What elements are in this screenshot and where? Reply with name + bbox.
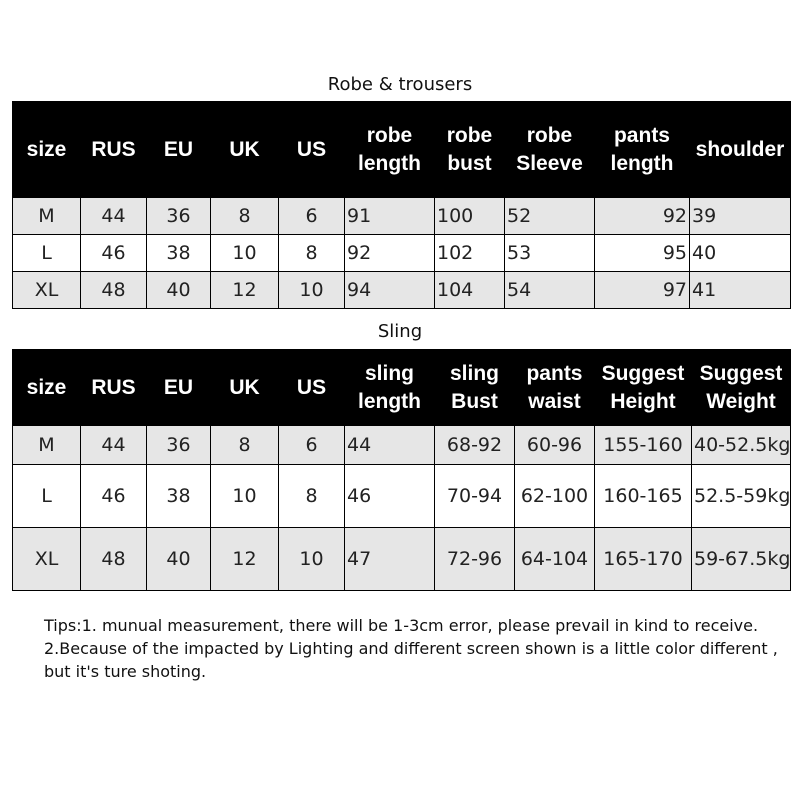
cell-pants-waist: 60-96 (515, 426, 595, 465)
cell-uk: 8 (211, 426, 279, 465)
robe-trousers-size-table (12, 101, 791, 309)
header-robe-bust: robe bust (435, 102, 505, 198)
cell-eu: 38 (147, 465, 211, 528)
cell-uk: 12 (211, 528, 279, 591)
cell-robe-length: 91 (345, 198, 435, 235)
cell-sling-length: 44 (345, 426, 435, 465)
cell-robe-length: 94 (345, 272, 435, 309)
cell-sling-bust: 70-94 (435, 465, 515, 528)
cell-eu: 40 (147, 528, 211, 591)
cell-us: 8 (279, 465, 345, 528)
table-row (13, 272, 791, 309)
cell-suggest-weight: 40-52.5kg (692, 426, 791, 465)
cell-size: XL (13, 528, 81, 591)
table-row (13, 426, 791, 465)
header-robe-length: robe length (345, 102, 435, 198)
cell-us: 10 (279, 528, 345, 591)
cell-us: 10 (279, 272, 345, 309)
header-suggest-weight: Suggest Weight (692, 350, 791, 426)
header-robe-sleeve: robe Sleeve (505, 102, 595, 198)
sling-size-table (12, 349, 791, 591)
cell-sling-bust: 72-96 (435, 528, 515, 591)
cell-shoulder: 39 (690, 198, 791, 235)
cell-robe-bust: 100 (435, 198, 505, 235)
cell-eu: 36 (147, 198, 211, 235)
cell-rus: 48 (81, 528, 147, 591)
table-header-row (13, 350, 791, 426)
cell-size: M (13, 198, 81, 235)
header-pants-length: pants length (595, 102, 690, 198)
cell-uk: 8 (211, 198, 279, 235)
cell-suggest-height: 165-170 (595, 528, 692, 591)
cell-size: L (13, 465, 81, 528)
cell-uk: 10 (211, 235, 279, 272)
cell-pants-length: 92 (595, 198, 690, 235)
header-rus: RUS (81, 102, 147, 198)
cell-robe-bust: 102 (435, 235, 505, 272)
cell-rus: 44 (81, 426, 147, 465)
table-row (13, 528, 791, 591)
header-uk: UK (211, 102, 279, 198)
cell-uk: 10 (211, 465, 279, 528)
cell-shoulder: 41 (690, 272, 791, 309)
tips-note (44, 614, 794, 683)
header-us: US (279, 350, 345, 426)
header-eu: EU (147, 102, 211, 198)
cell-size: M (13, 426, 81, 465)
header-sling-bust: sling Bust (435, 350, 515, 426)
header-sling-length: sling length (345, 350, 435, 426)
cell-robe-sleeve: 53 (505, 235, 595, 272)
cell-sling-length: 46 (345, 465, 435, 528)
tip-line-1: Tips:1. munual measurement, there will be 1-3cm error, please prevail in kind to receive. (44, 616, 759, 635)
header-pants-waist: pants waist (515, 350, 595, 426)
header-eu: EU (147, 350, 211, 426)
cell-suggest-height: 160-165 (595, 465, 692, 528)
cell-rus: 46 (81, 465, 147, 528)
cell-pants-length: 97 (595, 272, 690, 309)
cell-eu: 38 (147, 235, 211, 272)
header-size: size (13, 102, 81, 198)
tip-line-2: 2.Because of the impacted by Lighting and different screen shown is a little color different , but it's ture shoting. (44, 639, 778, 681)
robe-trousers-caption: Robe & trousers (327, 74, 473, 95)
header-us: US (279, 102, 345, 198)
cell-size: L (13, 235, 81, 272)
cell-eu: 36 (147, 426, 211, 465)
table-header-row (13, 102, 791, 198)
cell-rus: 48 (81, 272, 147, 309)
cell-pants-length: 95 (595, 235, 690, 272)
header-uk: UK (211, 350, 279, 426)
cell-sling-bust: 68-92 (435, 426, 515, 465)
table-row (13, 235, 791, 272)
cell-robe-sleeve: 52 (505, 198, 595, 235)
cell-size: XL (13, 272, 81, 309)
header-shoulder: shoulder (690, 102, 791, 198)
cell-sling-length: 47 (345, 528, 435, 591)
cell-shoulder: 40 (690, 235, 791, 272)
header-size: size (13, 350, 81, 426)
table-row (13, 198, 791, 235)
cell-rus: 44 (81, 198, 147, 235)
cell-robe-sleeve: 54 (505, 272, 595, 309)
header-suggest-height: Suggest Height (595, 350, 692, 426)
cell-suggest-height: 155-160 (595, 426, 692, 465)
cell-robe-length: 92 (345, 235, 435, 272)
cell-suggest-weight: 59-67.5kg (692, 528, 791, 591)
cell-eu: 40 (147, 272, 211, 309)
cell-pants-waist: 64-104 (515, 528, 595, 591)
cell-robe-bust: 104 (435, 272, 505, 309)
cell-pants-waist: 62-100 (515, 465, 595, 528)
cell-us: 8 (279, 235, 345, 272)
cell-suggest-weight: 52.5-59kg (692, 465, 791, 528)
header-rus: RUS (81, 350, 147, 426)
table-row (13, 465, 791, 528)
sling-caption: Sling (377, 321, 423, 342)
cell-rus: 46 (81, 235, 147, 272)
cell-uk: 12 (211, 272, 279, 309)
cell-us: 6 (279, 426, 345, 465)
cell-us: 6 (279, 198, 345, 235)
